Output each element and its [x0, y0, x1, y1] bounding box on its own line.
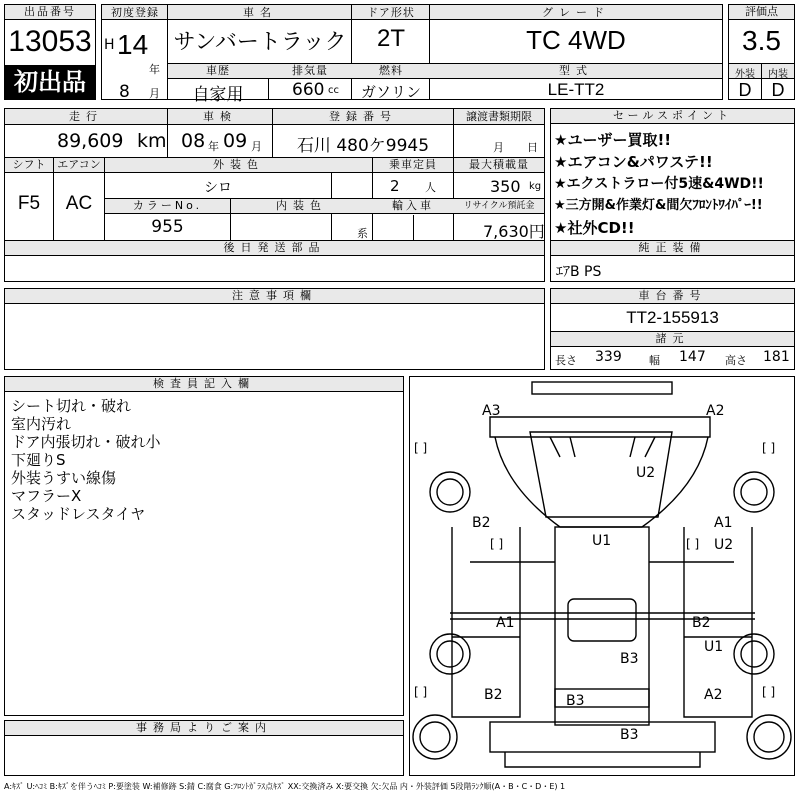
bracket: [ ]: [414, 685, 428, 699]
sales-points-box: [550, 108, 795, 242]
length-label: 長さ: [555, 354, 577, 367]
damage-mark: U1: [592, 533, 612, 549]
model: LE-TT2: [547, 80, 605, 99]
interior-grade: D: [771, 80, 785, 100]
first-reg-year: 14: [117, 29, 149, 60]
inspector-box: [4, 376, 404, 716]
mileage-label: 走行: [69, 110, 103, 123]
damage-mark: A1: [714, 515, 733, 531]
bracket: [ ]: [414, 441, 428, 455]
sales-point: ★ユーザー買取!!: [554, 131, 672, 149]
inspector-note: 外装うすい線傷: [11, 469, 117, 487]
plate-label: 登録番号: [329, 110, 397, 123]
lot-label: 出品番号: [5, 5, 95, 20]
mileage-unit: km: [137, 130, 167, 152]
color-no-label: カラーNo.: [132, 199, 203, 212]
details-box: [4, 108, 545, 242]
insp-month: 09: [223, 130, 248, 152]
color-number: 955: [151, 217, 184, 237]
caution-label: 注意事項欄: [5, 289, 544, 304]
shift-label: シフト: [12, 158, 46, 171]
exterior-grade: D: [738, 80, 752, 100]
fuel: ガソリン: [360, 83, 421, 101]
damage-mark: U2: [714, 537, 734, 553]
car-name: サンバートラック: [173, 30, 347, 55]
model-label: 型式: [559, 64, 593, 77]
width: 147: [679, 349, 706, 365]
damage-mark: B3: [620, 727, 639, 743]
air-conditioner: AC: [65, 193, 93, 214]
damage-mark: U1: [704, 639, 724, 655]
insp-year: 08: [181, 130, 206, 152]
month-unit: 月: [149, 87, 160, 100]
inspector-note: 下廻りS: [11, 451, 66, 469]
car-name-label: 車名: [243, 6, 277, 19]
recycle-fee: 7,630円: [483, 222, 545, 241]
sales-points-list: [554, 129, 794, 239]
inspector-label: 検査員記入欄: [5, 377, 403, 392]
transfer-label: 譲渡書類期限: [466, 110, 532, 123]
interior-color-suffix: 系: [357, 227, 368, 240]
damage-mark: B2: [692, 615, 711, 631]
damage-mark: A1: [496, 615, 515, 631]
capacity-label: 乗車定員: [389, 158, 437, 171]
recycle-label: リサイクル預託金: [463, 201, 535, 211]
history-label: 車歴: [206, 64, 230, 77]
transfer-month: 月: [493, 141, 504, 154]
width-label: 幅: [649, 354, 660, 367]
damage-mark: B2: [472, 515, 491, 531]
caution-box: [4, 288, 545, 370]
import-label: 輸入車: [392, 199, 434, 212]
displacement-unit: cc: [328, 85, 339, 96]
height: 181: [763, 349, 790, 365]
inspector-note: シート切れ・破れ: [11, 397, 132, 415]
color: シロ: [204, 180, 232, 196]
displacement-label: 排気量: [292, 64, 328, 77]
score-box: [728, 4, 795, 100]
damage-mark: A3: [482, 403, 501, 419]
damage-mark: B3: [566, 693, 585, 709]
displacement: 660: [292, 80, 325, 100]
bracket: [ ]: [762, 441, 776, 455]
inspector-note: スタッドレスタイヤ: [11, 505, 146, 523]
grade: TC 4WD: [526, 25, 626, 55]
inspector-note: 室内汚れ: [11, 415, 72, 433]
office-label: 事務局よりご案内: [5, 721, 403, 736]
first-reg-month: 8: [119, 82, 130, 102]
max-load: 350: [490, 177, 521, 196]
year-unit: 年: [149, 63, 160, 76]
chassis-label: 車台番号: [551, 289, 794, 304]
vehicle-header-box: [101, 4, 723, 105]
interior-label: 内装: [768, 69, 788, 80]
inspector-note: マフラーX: [11, 487, 82, 505]
height-label: 高さ: [725, 354, 747, 367]
capacity: 2: [390, 177, 400, 195]
load-label: 最大積載量: [469, 158, 529, 171]
bracket: [ ]: [490, 537, 504, 551]
grade-label: グレード: [542, 6, 610, 19]
legend: A:ｷｽﾞ U:ﾍｺﾐ B:ｷｽﾞを伴うﾍｺﾐ P:要塗装 W:補修跡 S:錆 C:腐食 G:ﾌﾛﾝﾄｶﾞﾗｽ点ｷｽﾞ XX:交換済み X:要交換 欠:欠品 内・外装評価 5段階ﾗﾝｸ順(A・B・C・D・E) 1: [4, 782, 566, 791]
door-label: ドア形状: [367, 6, 415, 19]
bracket: [ ]: [762, 685, 776, 699]
equipment-value: ｴｱB PS: [556, 264, 602, 280]
interior-color-label: 内装色: [276, 199, 327, 212]
equipment-box: [550, 240, 795, 282]
lot-number-box: [4, 4, 96, 100]
damage-mark: A2: [704, 687, 723, 703]
sales-point: ★社外CD!!: [554, 219, 635, 237]
damage-diagram: [409, 376, 795, 776]
sales-point: ★三方開&作業灯&間欠ﾌﾛﾝﾄﾜｲﾊﾟｰ!!: [554, 198, 763, 213]
insp-month-unit: 月: [251, 140, 262, 153]
length: 339: [595, 349, 622, 365]
bracket: [ ]: [686, 537, 700, 551]
first-reg-label: 初度登録: [111, 6, 159, 19]
sales-point: ★エクストラロー付5速&4WD!!: [554, 176, 764, 192]
fuel-label: 燃料: [379, 64, 403, 77]
score: 3.5: [742, 25, 781, 56]
sales-point: ★エアコン&パワステ!!: [554, 153, 713, 171]
dims-label: 諸元: [655, 332, 690, 345]
load-unit: kg: [529, 181, 542, 192]
damage-mark: A2: [706, 403, 725, 419]
era: H: [104, 37, 115, 53]
inspector-note: ドア内張切れ・破れ小: [11, 433, 161, 451]
inspection-label: 車検: [203, 110, 237, 123]
truck-outline: [410, 377, 794, 775]
transfer-day: 日: [527, 141, 538, 154]
ac-label: エアコン: [57, 158, 101, 171]
chassis-box: [550, 288, 795, 370]
history: 自家用: [192, 85, 244, 105]
plate-number: 石川 480ケ9945: [296, 136, 430, 156]
color-label: 外装色: [213, 158, 264, 171]
lot-number: 13053: [8, 25, 92, 58]
equipment-label: 純正装備: [551, 241, 794, 256]
exterior-label: 外装: [735, 69, 755, 80]
damage-mark: B2: [484, 687, 503, 703]
insp-year-unit: 年: [208, 140, 219, 153]
office-box: [4, 720, 404, 776]
later-parts-label: 後日発送部品: [5, 241, 544, 256]
inspector-notes: [11, 397, 161, 523]
chassis-number: TT2-155913: [626, 308, 719, 327]
first-listing-badge: 初出品: [5, 65, 95, 99]
shift: F5: [17, 193, 41, 214]
damage-mark: U2: [636, 465, 656, 481]
mileage: 89,609: [57, 130, 124, 152]
door-type: 2T: [376, 25, 405, 52]
sales-points-label: セールスポイント: [551, 109, 794, 124]
damage-mark: B3: [620, 651, 639, 667]
capacity-unit: 人: [425, 181, 436, 194]
score-label: 評価点: [729, 5, 794, 20]
later-parts-box: [4, 240, 545, 282]
